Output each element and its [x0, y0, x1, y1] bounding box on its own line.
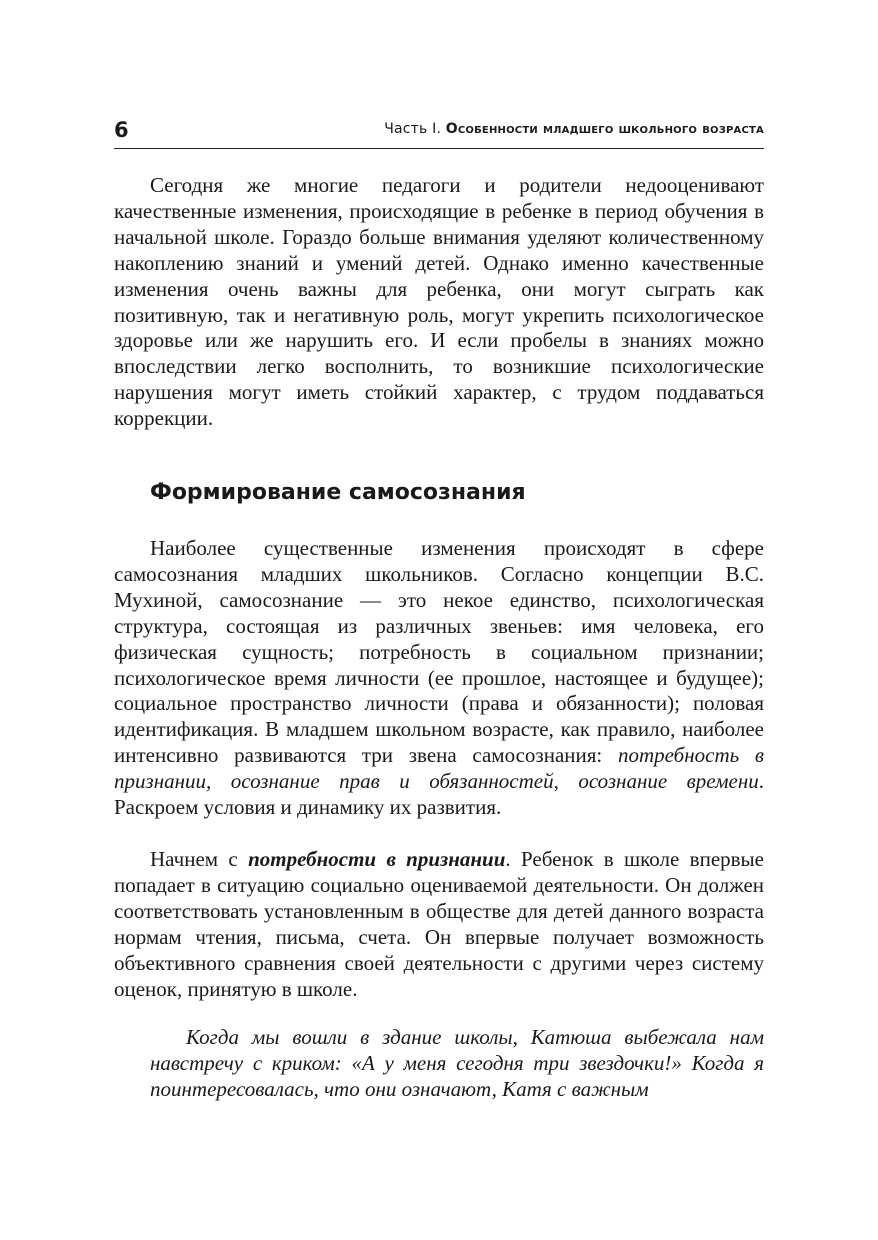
- section-heading: Формирование самосознания: [150, 480, 526, 505]
- quote-paragraph: Когда мы вошли в здание школы, Катюша выбежала нам навстречу с криком: «А у меня сегодня три звездочки!» Когда я поинтересовалась, что они означают, Катя с важным: [150, 1025, 764, 1101]
- running-head: [384, 121, 764, 137]
- paragraph-2-bold-italic: потребности в признании: [248, 847, 506, 871]
- paragraph-1-italic: потребность в признании, осознание прав и обязанностей, осознание времени: [114, 743, 764, 794]
- section-paragraph-1: [114, 536, 764, 821]
- page-number: 6: [114, 118, 129, 142]
- part-label: Часть I.: [384, 121, 446, 137]
- chapter-title: Особенности младшего школьного возраста: [445, 121, 764, 137]
- section-paragraph-2: [114, 847, 764, 1002]
- paragraph-2-text-after: . Ребенок в школе впервые попадает в ситуацию социально оцениваемой деятельности. Он должен соответствовать установленным в обществе для детей данного возраста нормам чтения, письма, счета. Он впервые получает возможность объективного сравнения своей деятельности с другими через систему оценок, принятую в школе.: [114, 847, 764, 1001]
- paragraph-1-text-before: Наиболее существенные изменения происходят в сфере самосознания младших школьников. Согласно концепции В.С. Мухиной, самосознание — это некое единство, психологическая структура, состоящая из различных звеньев: имя человека, его физическая сущность; потребность в социальном признании; психологическое время личности (ее прошлое, настоящее и будущее); социальное пространство личности (права и обязанности); половая идентификация. В младшем школьном возрасте, как правило, наиболее интенсивно развиваются три звена самосознания:: [114, 536, 764, 768]
- paragraph-1-text-after: . Раскроем условия и динамику их развития.: [114, 769, 764, 820]
- header-rule: [114, 148, 764, 149]
- paragraph-2-text-before: Начнем с: [150, 847, 249, 871]
- intro-paragraph: Сегодня же многие педагоги и родители недооценивают качественные изменения, происходящие в ребенке в период обучения в начальной школе. Гораздо больше внимания уделяют количественному накоплению знаний и умений детей. Однако именно качественные изменения очень важны для ребенка, они могут сыграть как позитивную, так и негативную роль, могут укрепить психологическое здоровье или же нарушить его. И если пробелы в знаниях можно впоследствии легко восполнить, то возникшие психологические нарушения могут иметь стойкий характер, с трудом поддаваться коррекции.: [114, 173, 764, 431]
